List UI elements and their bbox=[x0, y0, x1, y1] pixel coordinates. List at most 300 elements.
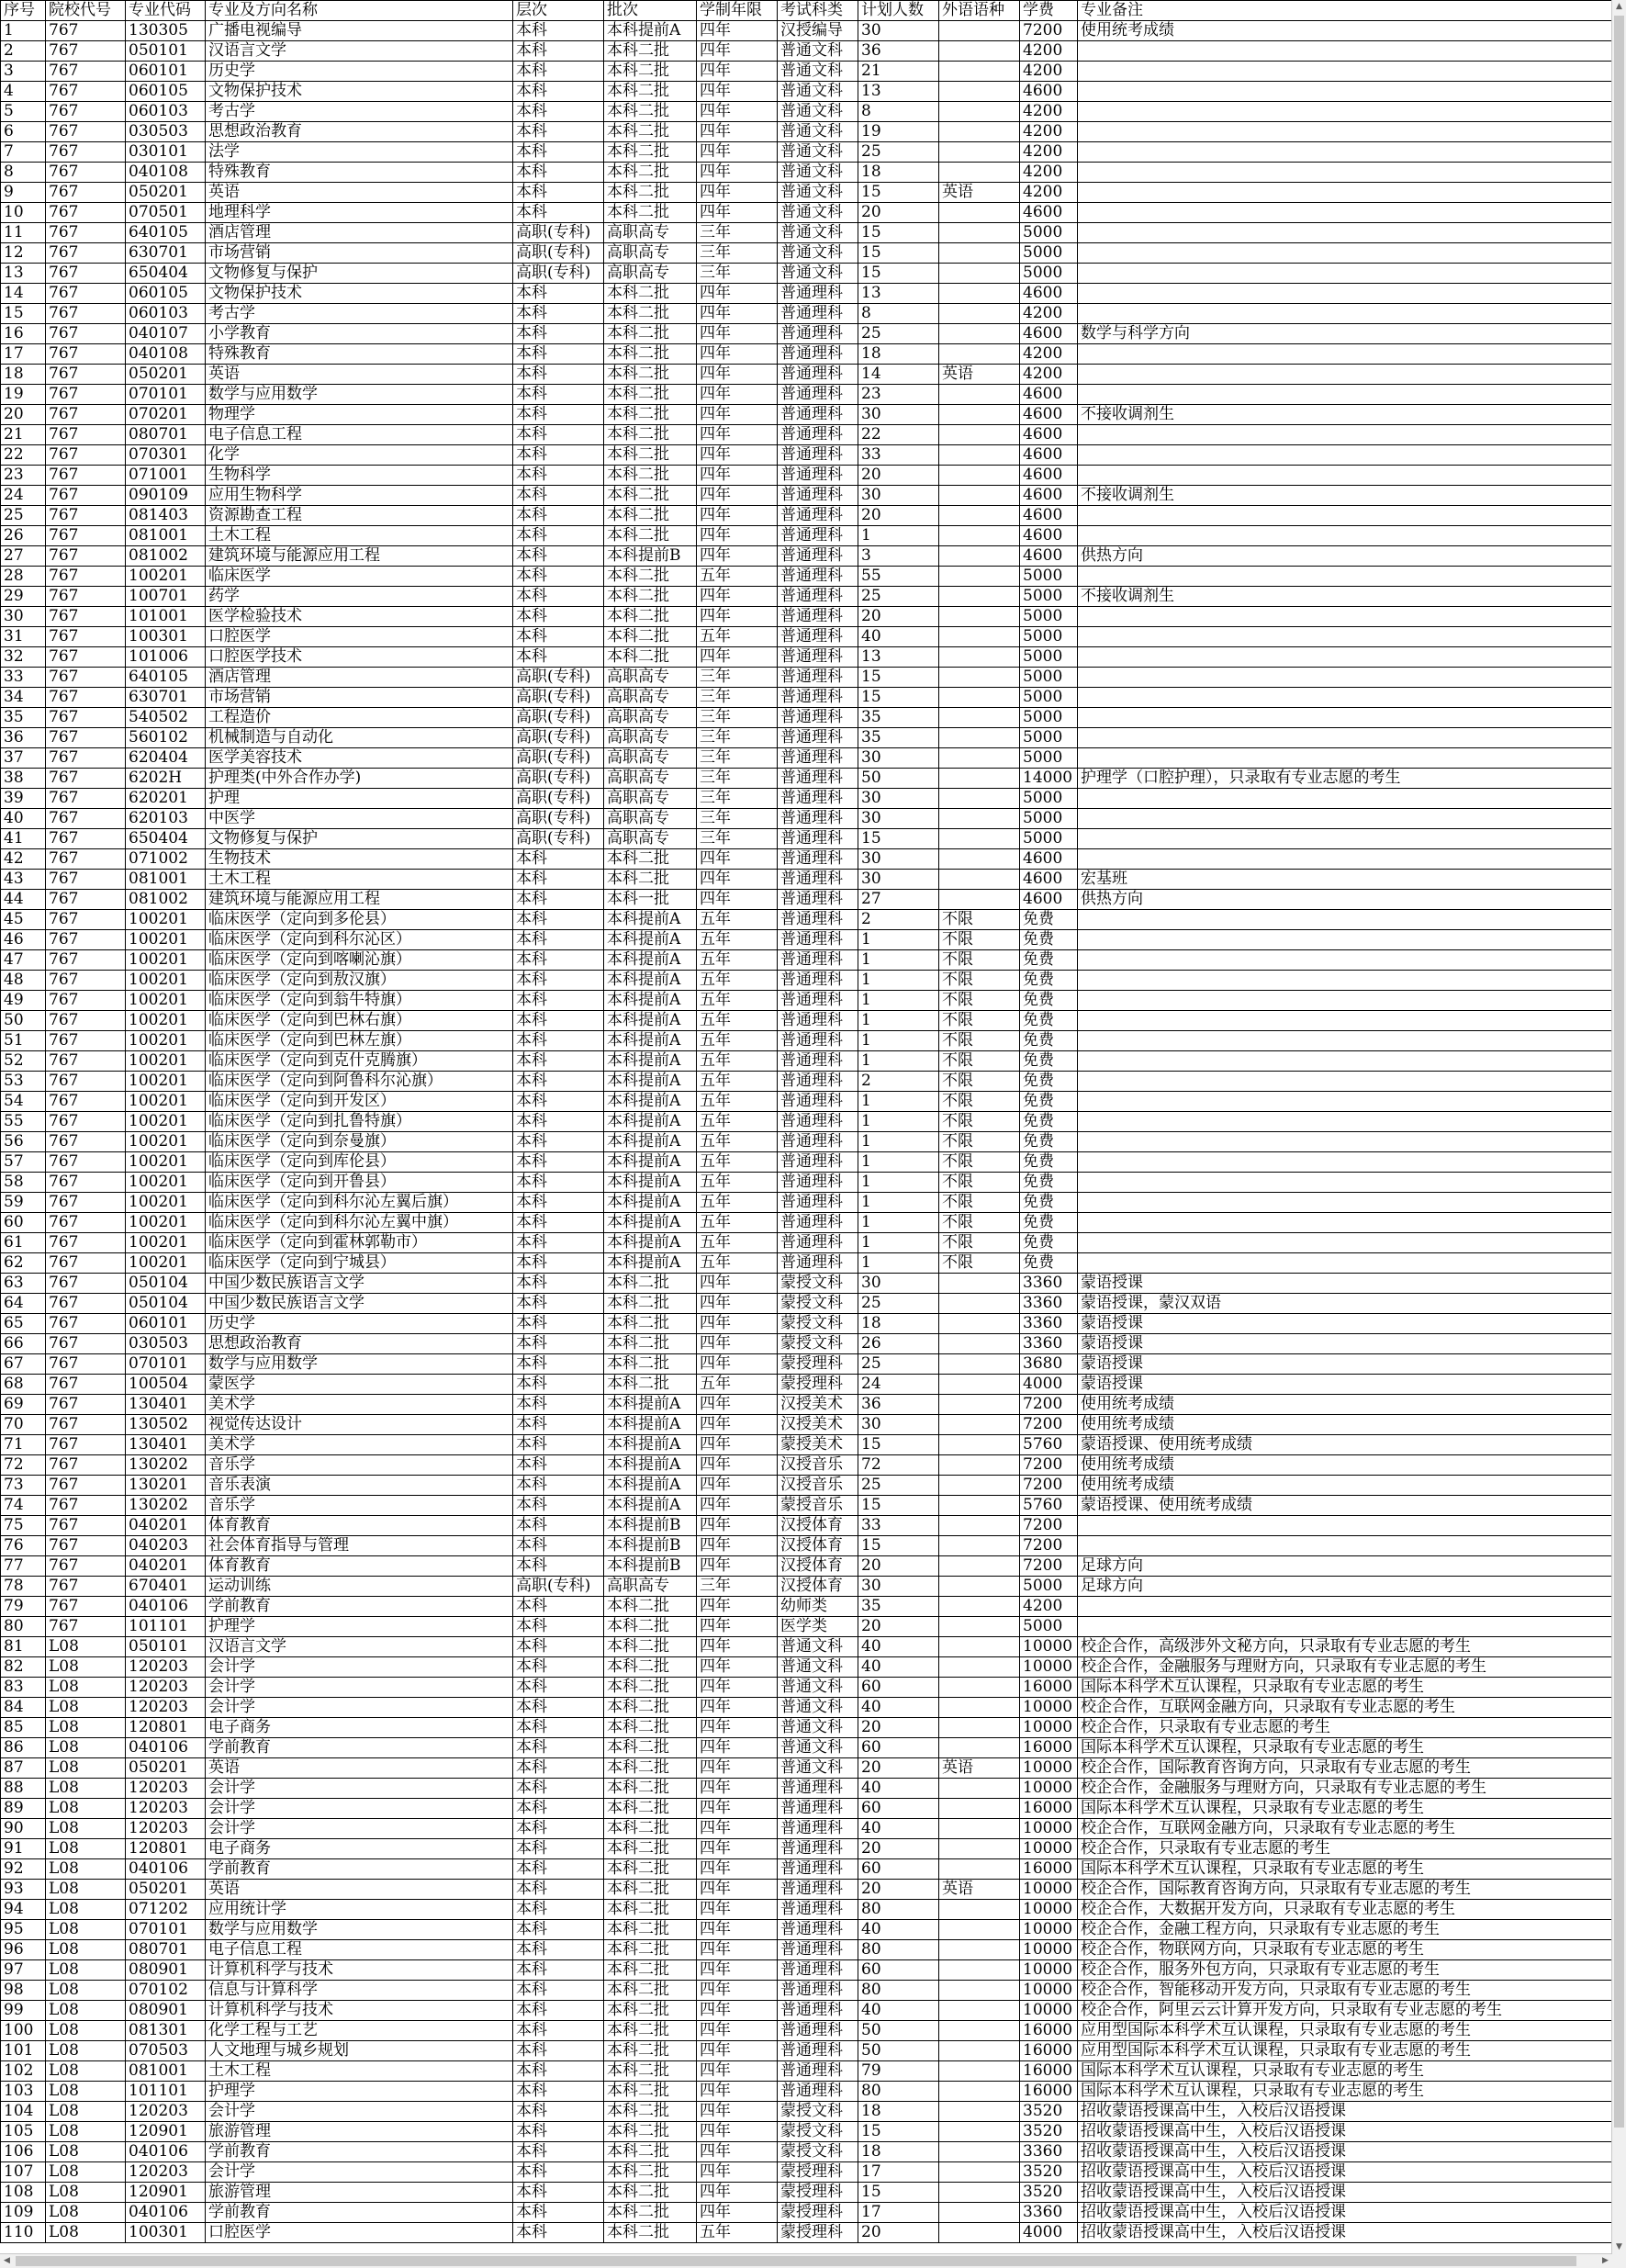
table-cell[interactable]: 81 bbox=[1, 1637, 46, 1657]
table-cell[interactable]: 74 bbox=[1, 1496, 46, 1516]
table-cell[interactable]: 40 bbox=[858, 1698, 939, 1718]
table-cell[interactable]: 工程造价 bbox=[206, 708, 513, 728]
table-cell[interactable]: 四年 bbox=[697, 102, 778, 122]
table-cell[interactable]: 071001 bbox=[126, 466, 206, 486]
table-cell[interactable]: 本科二批 bbox=[604, 1799, 697, 1819]
table-cell[interactable]: 27 bbox=[1, 546, 46, 567]
table-cell[interactable] bbox=[939, 1839, 1020, 1859]
table-cell[interactable]: 本科二批 bbox=[604, 2122, 697, 2142]
table-cell[interactable] bbox=[1078, 1536, 1613, 1556]
table-cell[interactable]: 本科提前A bbox=[604, 1233, 697, 1253]
table-cell[interactable]: 30 bbox=[1, 607, 46, 627]
table-cell[interactable]: 本科 bbox=[513, 1375, 604, 1395]
table-cell[interactable]: 免费 bbox=[1020, 1253, 1078, 1274]
table-cell[interactable]: 本科 bbox=[513, 647, 604, 668]
table-cell[interactable]: 本科二批 bbox=[604, 466, 697, 486]
table-cell[interactable]: 20 bbox=[858, 506, 939, 526]
table-cell[interactable]: 1 bbox=[858, 950, 939, 971]
table-cell[interactable]: 本科 bbox=[513, 486, 604, 506]
table-cell[interactable] bbox=[939, 2183, 1020, 2203]
table-cell[interactable]: 本科 bbox=[513, 1960, 604, 1981]
table-cell[interactable]: L08 bbox=[46, 1718, 126, 1738]
table-cell[interactable]: 767 bbox=[46, 748, 126, 769]
table-cell[interactable]: 招收蒙语授课高中生，入校后汉语授课 bbox=[1078, 2162, 1613, 2183]
table-cell[interactable]: 普通文科 bbox=[778, 142, 858, 163]
table-cell[interactable]: 109 bbox=[1, 2203, 46, 2223]
table-cell[interactable]: L08 bbox=[46, 1738, 126, 1758]
table-cell[interactable]: 建筑环境与能源应用工程 bbox=[206, 890, 513, 910]
table-cell[interactable] bbox=[939, 264, 1020, 284]
table-cell[interactable]: 100201 bbox=[126, 567, 206, 587]
table-cell[interactable]: 普通理科 bbox=[778, 829, 858, 849]
table-cell[interactable]: 本科二批 bbox=[604, 607, 697, 627]
table-cell[interactable]: 普通理科 bbox=[778, 1779, 858, 1799]
table-cell[interactable]: 汉授编导 bbox=[778, 21, 858, 41]
table-cell[interactable]: 767 bbox=[46, 1577, 126, 1597]
table-cell[interactable] bbox=[939, 122, 1020, 142]
table-cell[interactable]: 普通文科 bbox=[778, 1698, 858, 1718]
table-cell[interactable]: 103 bbox=[1, 2082, 46, 2102]
table-cell[interactable]: 3360 bbox=[1020, 1334, 1078, 1354]
table-cell[interactable]: 080901 bbox=[126, 2001, 206, 2021]
table-cell[interactable]: 五年 bbox=[697, 950, 778, 971]
table-cell[interactable] bbox=[1078, 344, 1613, 365]
table-cell[interactable]: 四年 bbox=[697, 546, 778, 567]
table-cell[interactable]: 校企合作，只录取有专业志愿的考生 bbox=[1078, 1839, 1613, 1859]
table-cell[interactable]: 三年 bbox=[697, 769, 778, 789]
table-cell[interactable]: 四年 bbox=[697, 183, 778, 203]
table-cell[interactable] bbox=[939, 1516, 1020, 1536]
table-cell[interactable]: 四年 bbox=[697, 324, 778, 344]
table-cell[interactable]: 43 bbox=[1, 870, 46, 890]
table-cell[interactable]: 13 bbox=[858, 647, 939, 668]
table-cell[interactable]: 081002 bbox=[126, 546, 206, 567]
table-cell[interactable]: 050101 bbox=[126, 41, 206, 62]
table-cell[interactable]: 四年 bbox=[697, 486, 778, 506]
table-cell[interactable]: 18 bbox=[858, 163, 939, 183]
table-cell[interactable]: 071202 bbox=[126, 1900, 206, 1920]
table-cell[interactable]: 普通理科 bbox=[778, 1173, 858, 1193]
table-cell[interactable]: 1 bbox=[858, 991, 939, 1011]
table-cell[interactable]: 72 bbox=[858, 1455, 939, 1476]
table-cell[interactable]: 640105 bbox=[126, 668, 206, 688]
table-cell[interactable]: 本科二批 bbox=[604, 1819, 697, 1839]
table-cell[interactable]: 普通理科 bbox=[778, 2061, 858, 2082]
table-cell[interactable]: 本科 bbox=[513, 991, 604, 1011]
table-cell[interactable]: 英语 bbox=[206, 183, 513, 203]
table-cell[interactable]: 四年 bbox=[697, 1839, 778, 1859]
table-cell[interactable]: 本科二批 bbox=[604, 2061, 697, 2082]
table-cell[interactable] bbox=[1078, 203, 1613, 223]
table-cell[interactable]: 767 bbox=[46, 1617, 126, 1637]
table-cell[interactable]: 足球方向 bbox=[1078, 1556, 1613, 1577]
table-cell[interactable] bbox=[939, 2122, 1020, 2142]
table-cell[interactable]: 免费 bbox=[1020, 1152, 1078, 1173]
table-cell[interactable]: 普通理科 bbox=[778, 1152, 858, 1173]
table-cell[interactable]: 60 bbox=[858, 1960, 939, 1981]
table-cell[interactable]: 650404 bbox=[126, 829, 206, 849]
table-cell[interactable] bbox=[1078, 1092, 1613, 1112]
table-cell[interactable]: 本科 bbox=[513, 142, 604, 163]
table-cell[interactable]: 旅游管理 bbox=[206, 2122, 513, 2142]
table-cell[interactable] bbox=[939, 1657, 1020, 1678]
table-cell[interactable]: 招收蒙语授课高中生，入校后汉语授课 bbox=[1078, 2142, 1613, 2162]
table-cell[interactable] bbox=[939, 1455, 1020, 1476]
table-cell[interactable]: 普通理科 bbox=[778, 668, 858, 688]
table-cell[interactable]: 8 bbox=[858, 304, 939, 324]
table-cell[interactable]: 3360 bbox=[1020, 2142, 1078, 2162]
table-cell[interactable]: 本科 bbox=[513, 526, 604, 546]
table-cell[interactable]: 630701 bbox=[126, 243, 206, 264]
table-cell[interactable]: 620404 bbox=[126, 748, 206, 769]
table-cell[interactable]: 蒙授理科 bbox=[778, 1354, 858, 1375]
table-cell[interactable]: 四年 bbox=[697, 1496, 778, 1516]
table-cell[interactable] bbox=[939, 627, 1020, 647]
table-cell[interactable]: 7200 bbox=[1020, 1516, 1078, 1536]
table-cell[interactable]: 四年 bbox=[697, 1455, 778, 1476]
table-cell[interactable]: 国际本科学术互认课程，只录取有专业志愿的考生 bbox=[1078, 1678, 1613, 1698]
table-cell[interactable]: 高职高专 bbox=[604, 829, 697, 849]
table-cell[interactable]: 1 bbox=[858, 1011, 939, 1031]
table-cell[interactable]: 20 bbox=[858, 607, 939, 627]
table-cell[interactable]: 4600 bbox=[1020, 82, 1078, 102]
table-cell[interactable]: L08 bbox=[46, 2203, 126, 2223]
table-cell[interactable]: 070201 bbox=[126, 405, 206, 425]
table-cell[interactable]: 运动训练 bbox=[206, 1577, 513, 1597]
table-cell[interactable]: 767 bbox=[46, 567, 126, 587]
table-cell[interactable]: 校企合作，国际教育咨询方向，只录取有专业志愿的考生 bbox=[1078, 1758, 1613, 1779]
table-cell[interactable]: 040201 bbox=[126, 1516, 206, 1536]
table-cell[interactable]: 临床医学（定向到奈曼旗） bbox=[206, 1132, 513, 1152]
table-cell[interactable]: 20 bbox=[858, 1718, 939, 1738]
table-cell[interactable]: 普通文科 bbox=[778, 203, 858, 223]
table-cell[interactable] bbox=[939, 849, 1020, 870]
table-cell[interactable]: 5000 bbox=[1020, 647, 1078, 668]
table-cell[interactable]: L08 bbox=[46, 2183, 126, 2203]
table-cell[interactable]: 四年 bbox=[697, 1799, 778, 1819]
table-cell[interactable]: 本科二批 bbox=[604, 142, 697, 163]
table-cell[interactable]: 767 bbox=[46, 789, 126, 809]
table-cell[interactable]: 本科二批 bbox=[604, 486, 697, 506]
table-cell[interactable]: 数学与应用数学 bbox=[206, 1920, 513, 1940]
table-cell[interactable]: 本科 bbox=[513, 849, 604, 870]
table-cell[interactable]: 使用统考成绩 bbox=[1078, 1455, 1613, 1476]
table-cell[interactable]: 80 bbox=[858, 1900, 939, 1920]
table-cell[interactable]: 不接收调剂生 bbox=[1078, 486, 1613, 506]
table-cell[interactable]: 机械制造与自动化 bbox=[206, 728, 513, 748]
table-cell[interactable]: 三年 bbox=[697, 809, 778, 829]
table-cell[interactable]: 普通理科 bbox=[778, 991, 858, 1011]
table-cell[interactable]: 37 bbox=[1, 748, 46, 769]
table-cell[interactable]: 100201 bbox=[126, 1173, 206, 1193]
table-cell[interactable]: 31 bbox=[1, 627, 46, 647]
table-cell[interactable]: 四年 bbox=[697, 587, 778, 607]
table-cell[interactable]: 四年 bbox=[697, 344, 778, 365]
table-cell[interactable]: 52 bbox=[1, 1051, 46, 1072]
table-cell[interactable]: 四年 bbox=[697, 870, 778, 890]
table-cell[interactable]: 767 bbox=[46, 647, 126, 668]
table-cell[interactable]: 资源勘查工程 bbox=[206, 506, 513, 526]
table-cell[interactable]: 蒙授理科 bbox=[778, 2203, 858, 2223]
table-cell[interactable]: 高职高专 bbox=[604, 748, 697, 769]
table-cell[interactable]: 50 bbox=[858, 2021, 939, 2041]
table-cell[interactable]: 蒙语授课、使用统考成绩 bbox=[1078, 1496, 1613, 1516]
table-cell[interactable]: 050201 bbox=[126, 1880, 206, 1900]
table-cell[interactable]: 免费 bbox=[1020, 971, 1078, 991]
table-cell[interactable]: 宏基班 bbox=[1078, 870, 1613, 890]
table-cell[interactable]: 普通文科 bbox=[778, 264, 858, 284]
table-cell[interactable]: 四年 bbox=[697, 1435, 778, 1455]
table-cell[interactable]: 蒙语授课，蒙汉双语 bbox=[1078, 1294, 1613, 1314]
table-cell[interactable]: 本科 bbox=[513, 1011, 604, 1031]
table-cell[interactable]: 4600 bbox=[1020, 890, 1078, 910]
table-cell[interactable]: 校企合作，互联网金融方向，只录取有专业志愿的考生 bbox=[1078, 1819, 1613, 1839]
table-cell[interactable] bbox=[939, 748, 1020, 769]
table-cell[interactable]: 3520 bbox=[1020, 2122, 1078, 2142]
table-cell[interactable] bbox=[1078, 284, 1613, 304]
table-cell[interactable]: 15 bbox=[858, 2183, 939, 2203]
table-cell[interactable] bbox=[1078, 1112, 1613, 1132]
table-cell[interactable]: 本科提前A bbox=[604, 1213, 697, 1233]
table-cell[interactable]: 中医学 bbox=[206, 809, 513, 829]
table-cell[interactable]: 767 bbox=[46, 122, 126, 142]
table-cell[interactable]: 本科提前A bbox=[604, 1031, 697, 1051]
table-cell[interactable]: 本科 bbox=[513, 466, 604, 486]
table-cell[interactable]: 不接收调剂生 bbox=[1078, 405, 1613, 425]
table-cell[interactable] bbox=[1078, 163, 1613, 183]
table-cell[interactable]: 80 bbox=[858, 1981, 939, 2001]
table-cell[interactable]: 30 bbox=[858, 1415, 939, 1435]
table-cell[interactable]: 20 bbox=[858, 466, 939, 486]
table-cell[interactable]: 767 bbox=[46, 1354, 126, 1375]
table-cell[interactable]: 普通理科 bbox=[778, 1233, 858, 1253]
table-cell[interactable]: 10000 bbox=[1020, 1819, 1078, 1839]
table-cell[interactable]: 四年 bbox=[697, 1657, 778, 1678]
table-cell[interactable]: 72 bbox=[1, 1455, 46, 1476]
table-cell[interactable]: 30 bbox=[858, 870, 939, 890]
table-cell[interactable]: 普通理科 bbox=[778, 466, 858, 486]
table-cell[interactable] bbox=[939, 102, 1020, 122]
table-cell[interactable]: 本科提前A bbox=[604, 971, 697, 991]
table-cell[interactable]: 本科 bbox=[513, 1334, 604, 1354]
table-cell[interactable]: 本科二批 bbox=[604, 1779, 697, 1799]
table-cell[interactable]: 3520 bbox=[1020, 2183, 1078, 2203]
table-cell[interactable]: 767 bbox=[46, 243, 126, 264]
table-cell[interactable]: 67 bbox=[1, 1354, 46, 1375]
table-cell[interactable] bbox=[939, 2203, 1020, 2223]
table-cell[interactable]: 本科二批 bbox=[604, 405, 697, 425]
table-cell[interactable]: 61 bbox=[1, 1233, 46, 1253]
table-cell[interactable]: 15 bbox=[858, 1435, 939, 1455]
table-cell[interactable]: 高职(专科) bbox=[513, 748, 604, 769]
table-cell[interactable] bbox=[939, 1637, 1020, 1657]
table-cell[interactable]: 四年 bbox=[697, 1556, 778, 1577]
table-cell[interactable]: 22 bbox=[1, 445, 46, 466]
table-cell[interactable]: L08 bbox=[46, 2041, 126, 2061]
table-cell[interactable]: 630701 bbox=[126, 688, 206, 708]
table-cell[interactable]: 107 bbox=[1, 2162, 46, 2183]
table-cell[interactable]: 4000 bbox=[1020, 1375, 1078, 1395]
table-cell[interactable] bbox=[939, 769, 1020, 789]
table-cell[interactable]: 本科提前A bbox=[604, 1415, 697, 1435]
table-cell[interactable]: 护理学（口腔护理），只录取有专业志愿的考生 bbox=[1078, 769, 1613, 789]
table-cell[interactable]: 英语 bbox=[939, 1758, 1020, 1779]
table-cell[interactable]: 普通理科 bbox=[778, 1839, 858, 1859]
table-cell[interactable]: 15 bbox=[858, 829, 939, 849]
table-cell[interactable]: 视觉传达设计 bbox=[206, 1415, 513, 1435]
table-cell[interactable]: 70 bbox=[1, 1415, 46, 1435]
table-cell[interactable]: 土木工程 bbox=[206, 870, 513, 890]
table-cell[interactable]: 30 bbox=[858, 405, 939, 425]
table-cell[interactable]: 免费 bbox=[1020, 1132, 1078, 1152]
table-cell[interactable]: 33 bbox=[1, 668, 46, 688]
table-cell[interactable]: 54 bbox=[1, 1092, 46, 1112]
table-cell[interactable]: 本科 bbox=[513, 304, 604, 324]
table-cell[interactable]: 中国少数民族语言文学 bbox=[206, 1294, 513, 1314]
table-cell[interactable]: 25 bbox=[858, 142, 939, 163]
table-cell[interactable]: 四年 bbox=[697, 1859, 778, 1880]
table-cell[interactable]: 1 bbox=[858, 1193, 939, 1213]
table-cell[interactable]: 普通理科 bbox=[778, 385, 858, 405]
table-cell[interactable]: 130401 bbox=[126, 1395, 206, 1415]
table-cell[interactable]: 本科 bbox=[513, 1516, 604, 1536]
table-cell[interactable]: L08 bbox=[46, 1880, 126, 1900]
table-cell[interactable]: 思想政治教育 bbox=[206, 1334, 513, 1354]
table-cell[interactable]: 五年 bbox=[697, 1375, 778, 1395]
table-cell[interactable] bbox=[1078, 688, 1613, 708]
table-cell[interactable]: 计算机科学与技术 bbox=[206, 2001, 513, 2021]
table-cell[interactable]: 四年 bbox=[697, 1314, 778, 1334]
table-cell[interactable]: 13 bbox=[858, 284, 939, 304]
table-cell[interactable]: 五年 bbox=[697, 991, 778, 1011]
table-cell[interactable]: 本科二批 bbox=[604, 1375, 697, 1395]
table-cell[interactable]: 本科二批 bbox=[604, 587, 697, 607]
table-cell[interactable]: 767 bbox=[46, 587, 126, 607]
table-cell[interactable] bbox=[939, 2001, 1020, 2021]
table-cell[interactable]: 050104 bbox=[126, 1274, 206, 1294]
table-cell[interactable]: 本科提前A bbox=[604, 21, 697, 41]
table-cell[interactable]: 24 bbox=[1, 486, 46, 506]
table-cell[interactable]: 081403 bbox=[126, 506, 206, 526]
table-cell[interactable]: 普通理科 bbox=[778, 1011, 858, 1031]
table-cell[interactable]: 高职(专科) bbox=[513, 264, 604, 284]
table-cell[interactable]: 普通理科 bbox=[778, 1051, 858, 1072]
table-cell[interactable]: 不限 bbox=[939, 991, 1020, 1011]
table-cell[interactable]: 070301 bbox=[126, 445, 206, 466]
table-cell[interactable]: 特殊教育 bbox=[206, 163, 513, 183]
table-cell[interactable]: 32 bbox=[1, 647, 46, 668]
table-cell[interactable]: 767 bbox=[46, 1375, 126, 1395]
table-cell[interactable]: 1 bbox=[858, 1031, 939, 1051]
table-cell[interactable]: 18 bbox=[858, 344, 939, 365]
table-cell[interactable]: 药学 bbox=[206, 587, 513, 607]
table-cell[interactable]: 本科 bbox=[513, 1657, 604, 1678]
table-cell[interactable]: 767 bbox=[46, 1193, 126, 1213]
table-cell[interactable]: 本科 bbox=[513, 870, 604, 890]
table-cell[interactable] bbox=[1078, 910, 1613, 930]
table-cell[interactable] bbox=[1078, 264, 1613, 284]
table-cell[interactable]: 临床医学（定向到霍林郭勒市） bbox=[206, 1233, 513, 1253]
table-cell[interactable] bbox=[1078, 445, 1613, 466]
table-cell[interactable]: 普通理科 bbox=[778, 728, 858, 748]
table-cell[interactable]: 4600 bbox=[1020, 445, 1078, 466]
table-cell[interactable]: 普通理科 bbox=[778, 2001, 858, 2021]
table-cell[interactable]: 本科二批 bbox=[604, 41, 697, 62]
table-cell[interactable]: 3 bbox=[1, 62, 46, 82]
table-cell[interactable]: 建筑环境与能源应用工程 bbox=[206, 546, 513, 567]
table-cell[interactable]: 767 bbox=[46, 425, 126, 445]
table-cell[interactable]: 030503 bbox=[126, 122, 206, 142]
table-cell[interactable] bbox=[939, 2102, 1020, 2122]
table-cell[interactable]: 17 bbox=[1, 344, 46, 365]
table-cell[interactable]: 本科 bbox=[513, 2223, 604, 2243]
table-cell[interactable]: 普通文科 bbox=[778, 1738, 858, 1758]
table-cell[interactable]: 本科 bbox=[513, 163, 604, 183]
table-cell[interactable]: 普通理科 bbox=[778, 2021, 858, 2041]
table-cell[interactable]: 蒙授文科 bbox=[778, 2102, 858, 2122]
table-cell[interactable]: 临床医学（定向到克什克腾旗） bbox=[206, 1051, 513, 1072]
table-cell[interactable]: 92 bbox=[1, 1859, 46, 1880]
table-cell[interactable]: 历史学 bbox=[206, 62, 513, 82]
table-cell[interactable]: 普通理科 bbox=[778, 1213, 858, 1233]
table-cell[interactable]: 数学与应用数学 bbox=[206, 1354, 513, 1375]
table-cell[interactable]: 四年 bbox=[697, 2041, 778, 2061]
table-cell[interactable]: 四年 bbox=[697, 405, 778, 425]
table-cell[interactable]: 本科二批 bbox=[604, 647, 697, 668]
table-cell[interactable]: 普通理科 bbox=[778, 284, 858, 304]
table-cell[interactable]: 1 bbox=[858, 1112, 939, 1132]
table-cell[interactable]: 五年 bbox=[697, 1031, 778, 1051]
table-cell[interactable]: 3680 bbox=[1020, 1354, 1078, 1375]
table-cell[interactable]: 100201 bbox=[126, 1092, 206, 1112]
table-cell[interactable]: 68 bbox=[1, 1375, 46, 1395]
table-cell[interactable]: 20 bbox=[858, 2223, 939, 2243]
table-cell[interactable]: 100504 bbox=[126, 1375, 206, 1395]
table-cell[interactable]: 会计学 bbox=[206, 2102, 513, 2122]
table-cell[interactable]: 普通理科 bbox=[778, 546, 858, 567]
table-cell[interactable]: 护理学 bbox=[206, 2082, 513, 2102]
table-cell[interactable] bbox=[1078, 82, 1613, 102]
table-cell[interactable]: 五年 bbox=[697, 1011, 778, 1031]
table-cell[interactable]: 8 bbox=[858, 102, 939, 122]
table-cell[interactable]: 普通理科 bbox=[778, 2041, 858, 2061]
table-cell[interactable]: 本科提前B bbox=[604, 546, 697, 567]
table-cell[interactable]: 本科提前A bbox=[604, 1435, 697, 1455]
table-cell[interactable]: 不限 bbox=[939, 950, 1020, 971]
table-cell[interactable]: 普通理科 bbox=[778, 1940, 858, 1960]
table-cell[interactable]: 高职高专 bbox=[604, 264, 697, 284]
table-cell[interactable]: 4200 bbox=[1020, 365, 1078, 385]
table-cell[interactable]: 应用型国际本科学术互认课程，只录取有专业志愿的考生 bbox=[1078, 2021, 1613, 2041]
table-cell[interactable]: L08 bbox=[46, 2061, 126, 2082]
table-cell[interactable]: 普通理科 bbox=[778, 708, 858, 728]
vertical-scrollbar[interactable] bbox=[1611, 0, 1626, 2254]
table-cell[interactable]: 41 bbox=[1, 829, 46, 849]
table-cell[interactable]: 本科二批 bbox=[604, 1354, 697, 1375]
table-cell[interactable]: 电子商务 bbox=[206, 1718, 513, 1738]
table-cell[interactable]: 普通理科 bbox=[778, 1072, 858, 1092]
table-cell[interactable]: 本科二批 bbox=[604, 324, 697, 344]
table-cell[interactable]: 五年 bbox=[697, 1152, 778, 1173]
table-cell[interactable]: 四年 bbox=[697, 1476, 778, 1496]
table-cell[interactable]: 13 bbox=[1, 264, 46, 284]
table-cell[interactable]: 临床医学（定向到巴林左旗） bbox=[206, 1031, 513, 1051]
table-cell[interactable]: 767 bbox=[46, 728, 126, 748]
table-cell[interactable]: 94 bbox=[1, 1900, 46, 1920]
table-cell[interactable]: 招收蒙语授课高中生，入校后汉语授课 bbox=[1078, 2223, 1613, 2243]
table-cell[interactable]: 100201 bbox=[126, 1193, 206, 1213]
table-cell[interactable]: 79 bbox=[1, 1597, 46, 1617]
